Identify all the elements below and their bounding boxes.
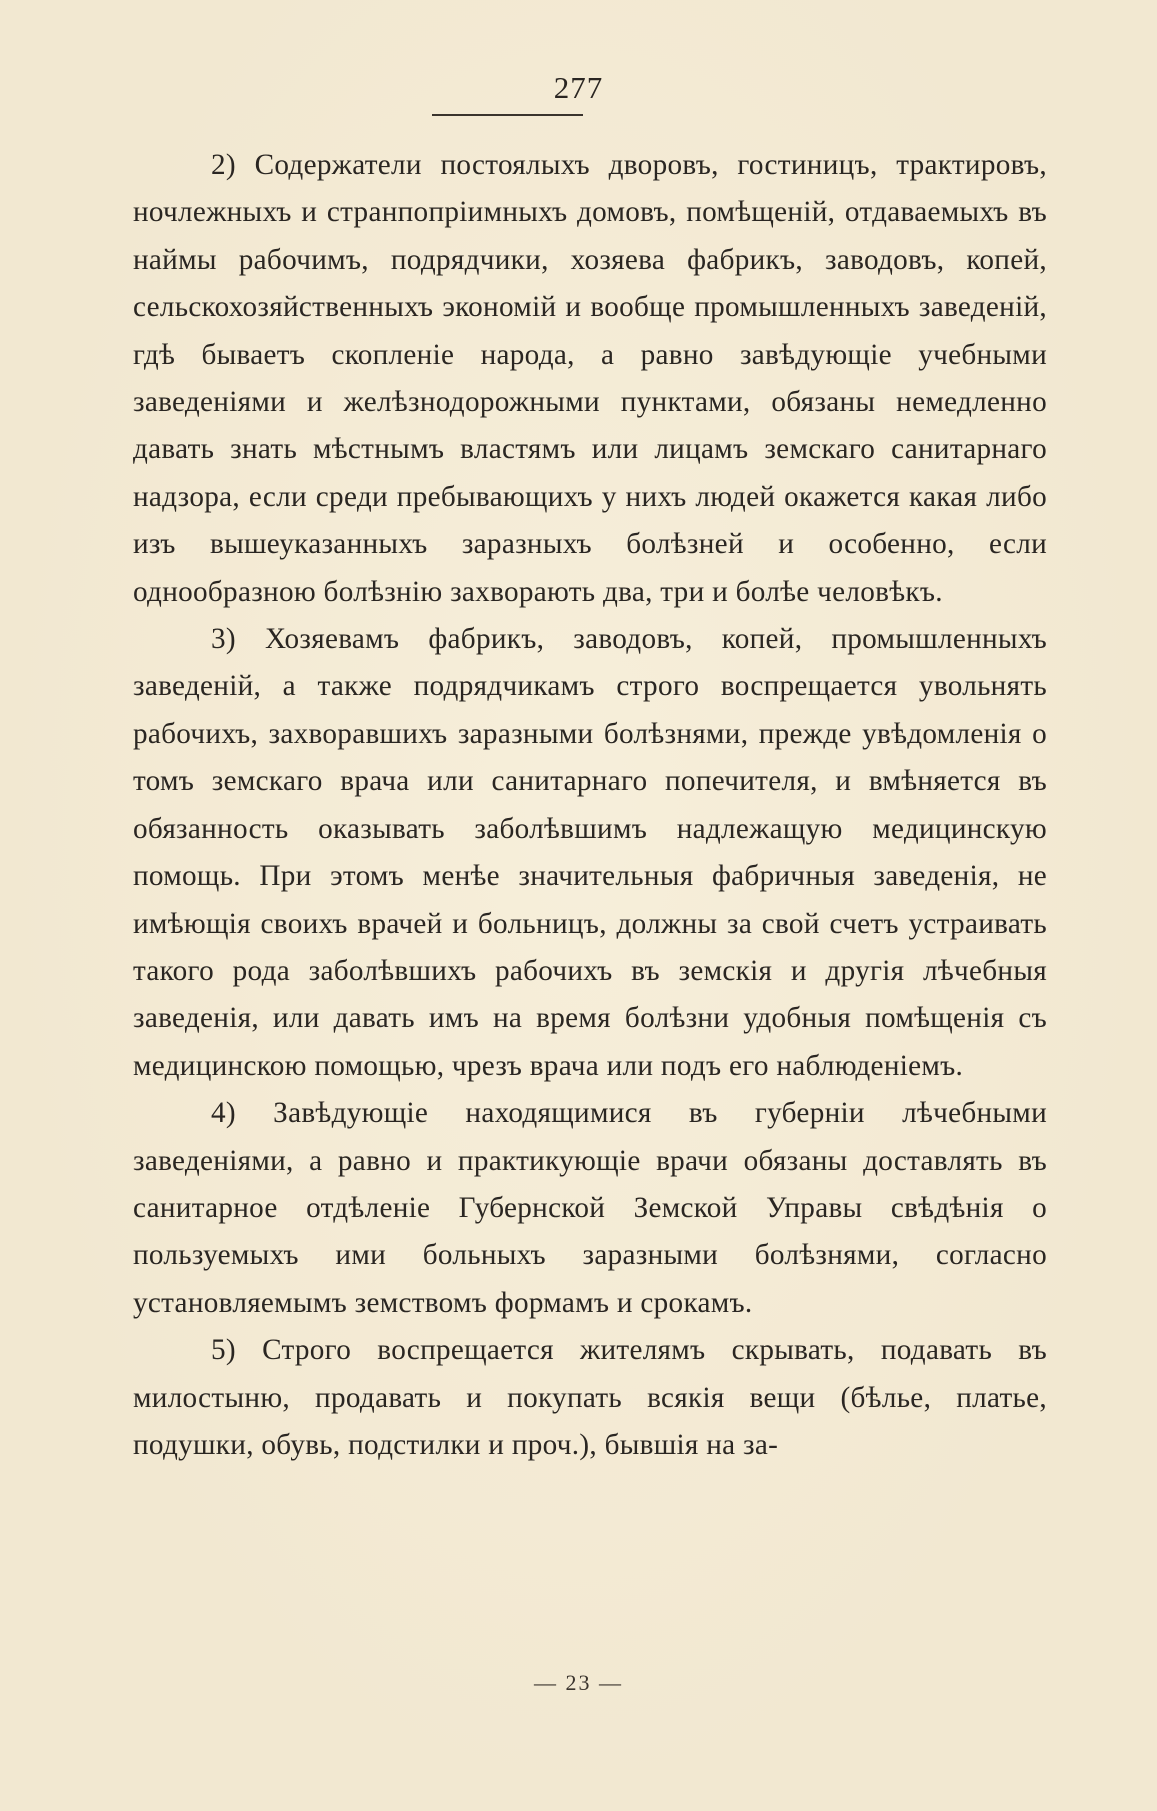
paragraph-5: 5) Строго воспрещается жителямъ скрывать, подавать въ милостыню, продавать и покупать всякія вещи (бѣлье, платье, подушки, обувь, подстилки и проч.), бывшія на за-: [133, 1334, 1047, 1461]
page-number: 277: [553, 70, 604, 105]
signature-mark: — 23 —: [534, 1670, 623, 1695]
paragraph-3: 3) Хозяевамъ фабрикъ, заводовъ, копей, промышленныхъ заведеній, а также подрядчикамъ строго воспрещается увольнять рабочихъ, захворавшихъ заразными болѣзнями, прежде увѣдомленія о томъ земскаго врача или санитарнаго попечителя, и вмѣняется въ обязанность оказывать заболѣвшимъ надлежащую медицинскую помощь. При этомъ менѣе значительныя фабричныя заведенія, не имѣющія своихъ врачей и больницъ, должны за свой счетъ устраивать такого рода заболѣвшихъ рабочихъ въ земскія и другія лѣчебныя заведенія, или давать имъ на время болѣзни удобныя помѣщенія съ медицинскою помощью, чрезъ врача или подъ его наблюденіемъ.: [133, 623, 1047, 1082]
paragraph-4: 4) Завѣдующіе находящимися въ губерніи лѣчебными заведеніями, а равно и практикующіе врачи обязаны доставлять въ санитарное отдѣленіе Губернской Земской Управы свѣдѣнія о пользуемыхъ ими больныхъ заразными болѣзнями, согласно установляемымъ земствомъ формамъ и срокамъ.: [133, 1097, 1047, 1319]
header-rule: [432, 114, 583, 116]
paragraph-2: 2) Содержатели постоялыхъ дворовъ, гостиницъ, трактировъ, ночлежныхъ и странпопріимныхъ домовъ, помѣщеній, отдаваемыхъ въ наймы рабочимъ, подрядчики, хозяева фабрикъ, заводовъ, копей, сельскохозяйственныхъ экономій и вообще промышленныхъ заведеній, гдѣ бываетъ скопленіе народа, а равно завѣдующіе учебными заведеніями и желѣзнодорожными пунктами, обязаны немедленно давать знать мѣстнымъ властямъ или лицамъ земскаго санитарнаго надзора, если среди пребывающихъ у нихъ людей окажется какая либо изъ вышеуказанныхъ заразныхъ болѣзней и особенно, если однообразною болѣзнію захворають два, три и болѣе человѣкъ.: [133, 149, 1047, 608]
body-text: [133, 142, 1047, 1469]
